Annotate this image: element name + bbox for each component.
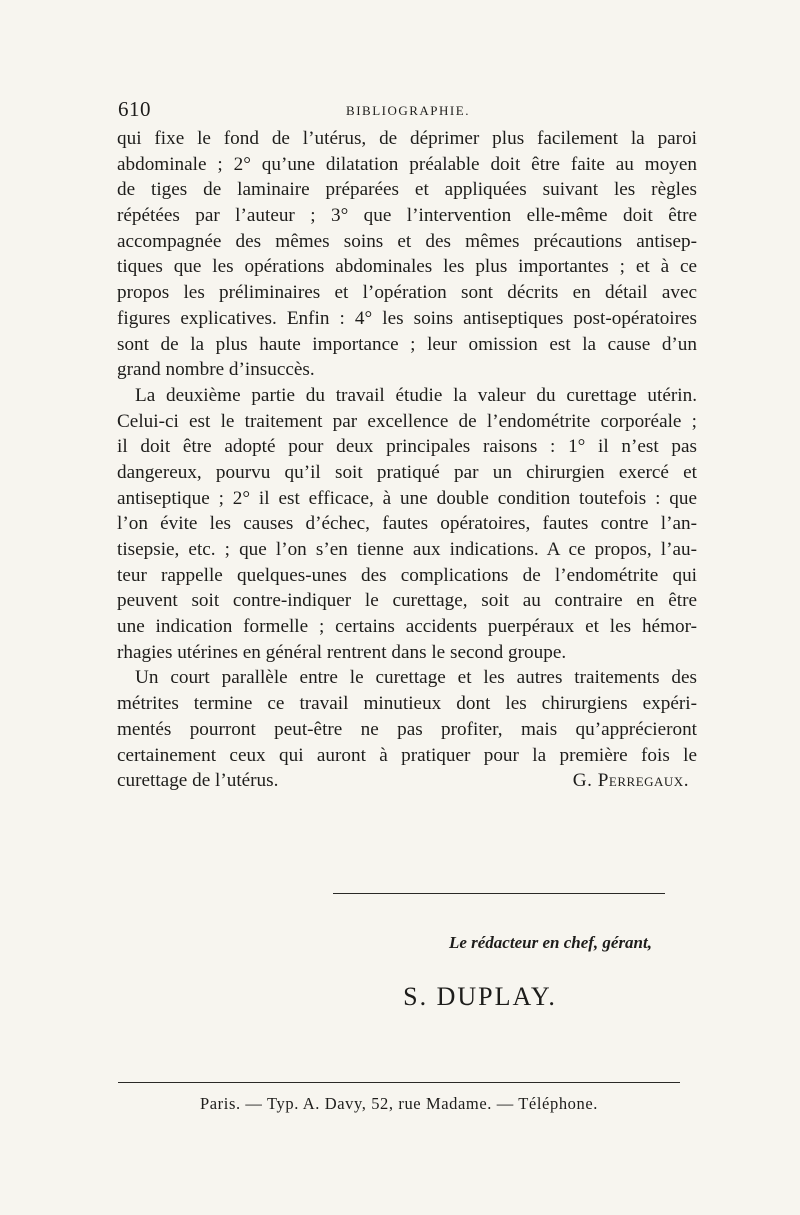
separator-rule: [333, 893, 665, 894]
text-line: il doit être adopté pour deux principales raisons : 1° il n’est pas: [117, 436, 697, 458]
text-line: tisepsie, etc. ; que l’on s’en tienne aux indications. A ce propos, l’au-: [117, 539, 697, 560]
printer-imprint: Paris. — Typ. A. Davy, 52, rue Madame. — Téléphone.: [199, 1094, 599, 1113]
text-line: rhagies utérines en général rentrent dans le second groupe.: [117, 641, 567, 663]
paragraph-2: [117, 383, 697, 666]
text-line: de tiges de laminaire préparées et appliquées suivant les règles: [117, 179, 697, 201]
text-line: Un court parallèle entre le curettage et les autres traitements des: [135, 667, 697, 689]
text-line: teur rappelle quelques-unes des complications de l’endométrite qui: [117, 564, 697, 586]
running-head: [118, 97, 698, 123]
running-title: BIBLIOGRAPHIE.: [346, 103, 470, 118]
closing-text: curettage de l’utérus.: [117, 770, 279, 792]
text-line: certainement ceux qui auront à pratiquer pour la première fois le: [117, 744, 697, 766]
text-line: dangereux, pourvu qu’il soit pratiqué par un chirurgien exercé et: [117, 461, 697, 483]
paragraph-3: [117, 665, 697, 793]
editor-role: Le rédacteur en chef, gérant,: [448, 933, 652, 952]
text-line: sont de la plus haute importance ; leur omission est la cause d’un: [117, 333, 697, 355]
text-line: peuvent soit contre-indiquer le curettage, soit au contraire en être: [117, 590, 697, 612]
text-line: propos les préliminaires et l’opération sont décrits en détail avec: [117, 282, 697, 304]
text-line: mentés pourront peut-être ne pas profiter, mais qu’apprécieront: [117, 718, 697, 740]
paragraph-1: [117, 126, 697, 383]
footer-rule: [118, 1082, 680, 1083]
text-line: La deuxième partie du travail étudie la valeur du curettage utérin.: [135, 384, 697, 406]
text-line: métrites termine ce travail minutieux dont les chirurgiens expéri-: [117, 693, 697, 715]
text-line: Celui-ci est le traitement par excellence de l’endométrite corporéale ;: [117, 410, 697, 432]
editor-name: S. DUPLAY.: [403, 982, 557, 1011]
text-line: l’on évite les causes d’échec, fautes opératoires, fautes contre l’an-: [117, 513, 697, 535]
text-line: figures explicatives. Enfin : 4° les soins antiseptiques post-opératoires: [117, 307, 697, 329]
page-number: 610: [118, 97, 151, 121]
text-line: abdominale ; 2° qu’une dilatation préalable doit être faite au moyen: [117, 153, 697, 175]
text-line: grand nombre d’insuccès.: [117, 359, 315, 381]
text-line: tiques que les opérations abdominales les plus importantes ; et à ce: [117, 256, 697, 278]
review-signature: G. Perregaux.: [572, 770, 689, 792]
body-text: [117, 126, 697, 794]
text-line: accompagnée des mêmes soins et des mêmes précautions antisep-: [117, 230, 697, 252]
text-line: qui fixe le fond de l’utérus, de déprimer plus facilement la paroi: [117, 128, 697, 149]
text-line: antiseptique ; 2° il est efficace, à une double condition toutefois : que: [117, 487, 697, 509]
text-line: répétées par l’auteur ; 3° que l’intervention elle-même doit être: [117, 205, 697, 227]
text-line: une indication formelle ; certains accidents puerpéraux et les hémor-: [117, 616, 697, 638]
closing-line: [117, 768, 697, 794]
